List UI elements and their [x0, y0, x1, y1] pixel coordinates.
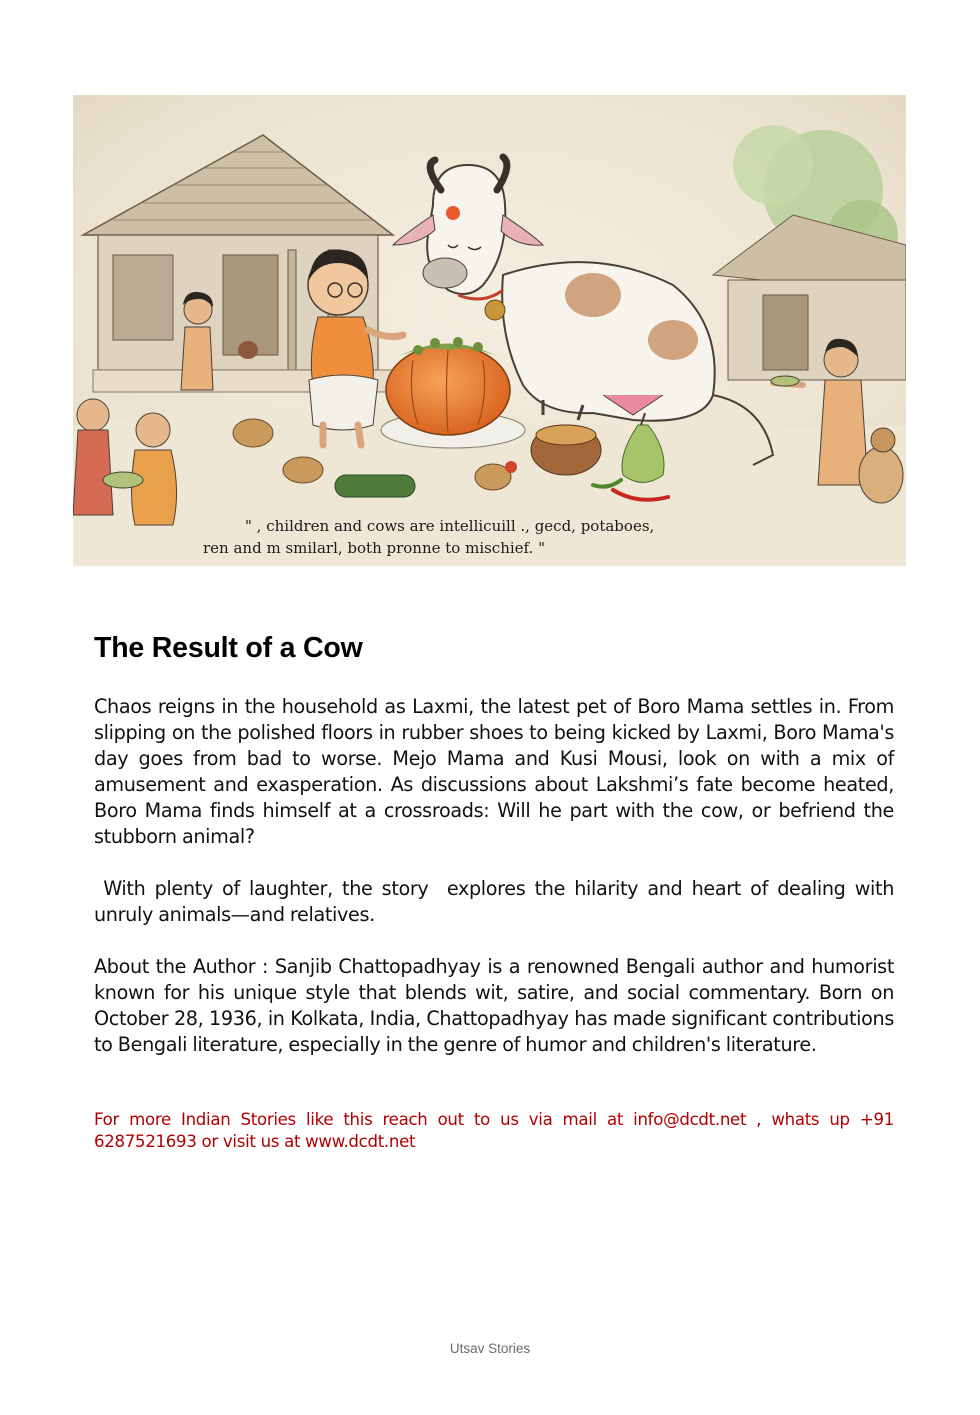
- caption-line-1: " , children and cows are intellicuill ., gecd, potaboes,: [245, 517, 655, 535]
- cover-illustration: [73, 95, 906, 566]
- synopsis-paragraph: Chaos reigns in the household as Laxmi, the latest pet of Boro Mama settles in. From slipping on the polished floors in rubber shoes to being kicked by Laxmi, Boro Mama's day goes from bad to worse. Mejo Mama and Kusi Mousi, look on with a mix of amusement and exasperation. As discussions about Lakshmi’s fate become heated, Boro Mama finds himself at a crossroads: Will he part with the cow, or befriend the stubborn animal?: [94, 695, 894, 848]
- caption-line-2: ren and m smilarl, both pronne to mischief. ": [203, 539, 545, 557]
- girl-left: [181, 292, 213, 390]
- story-title: The Result of a Cow: [94, 632, 363, 664]
- village-cow-scene: [73, 95, 906, 566]
- contact-info: For more Indian Stories like this reach out to us via mail at info@dcdt.net , whats up +91 6287521693 or visit us at www.dcdt.net: [94, 1110, 894, 1151]
- about-author-paragraph: About the Author : Sanjib Chattopadhyay is a renowned Bengali author and humorist known for his unique style that blends wit, satire, and social commentary. Born on October 28, 1936, in Kolkata, India, Chattopadhyay has made significant contributions to Bengali literature, especially in the genre of humor and children's literature.: [94, 955, 894, 1056]
- footer-label: Utsav Stories: [449, 1341, 531, 1356]
- summary-paragraph: With plenty of laughter, the story explores the hilarity and heart of dealing with unruly animals—and relatives.: [94, 877, 900, 926]
